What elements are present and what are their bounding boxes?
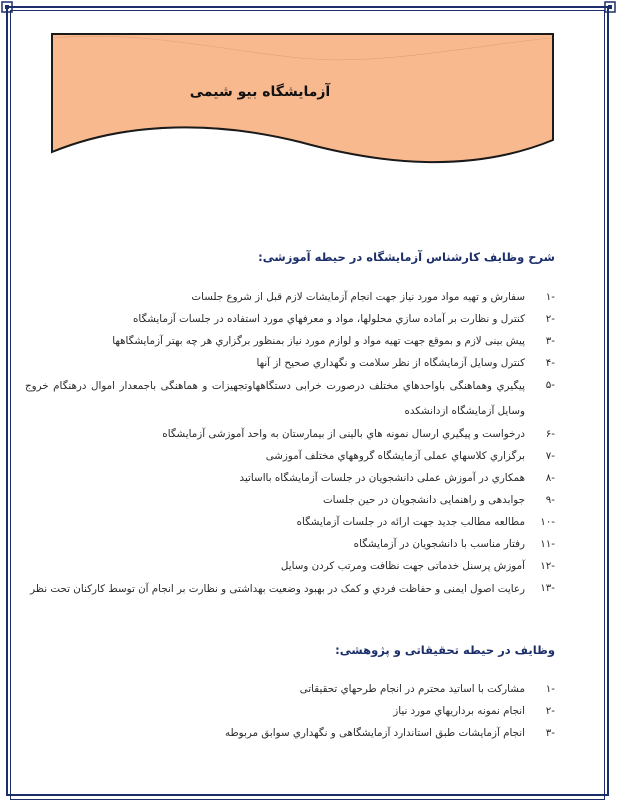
item-number: -۷ [545,450,555,462]
wave-banner-shape [50,32,555,172]
item-number: -۳ [545,335,555,347]
list-item [55,494,555,508]
list-item [55,516,555,530]
item-text: پیگیري وهماهنگی باواحدهاي مختلف درصورت خرابی دستگاههاوتجهیزات و هماهنگی باجمعدار اموال درهنگام خروج وسایل آزمایشگاه ازدانشکده [25,380,525,417]
item-number: -۱۱ [540,538,555,550]
item-number: -۱۰ [540,516,555,528]
list-item [55,560,555,574]
item-number: -۱ [545,683,555,695]
list-item [55,450,555,464]
item-number: -۶ [545,428,555,440]
list-item [25,379,555,429]
item-text: همکاري در آموزش عملی دانشجویان در جلسات آزمایشگاه بااساتید [239,472,525,484]
item-number: -۹ [545,494,555,506]
item-text: سفارش و تهیه مواد مورد نیاز جهت انجام آزمایشات لازم قبل از شروع جلسات [191,291,525,303]
list-item [55,538,555,552]
item-number: -۸ [545,472,555,484]
list-item [55,357,555,371]
corner-ornament-icon [1,1,13,13]
list-item [55,291,555,305]
list-item [25,582,555,632]
list-item [55,313,555,327]
corner-ornament-icon [604,1,616,13]
item-text: کنترل و نظارت بر آماده سازي محلولها، مواد و معرفهاي مورد استفاده در جلسات آزمایشگاه [133,313,525,325]
item-number: -۱۲ [540,560,555,572]
item-text: مطالعه مطالب جدید جهت ارائه در جلسات آزمایشگاه [296,516,525,528]
item-text: انجام آزمایشات طبق استاندارد آزمایشگاهی و نگهداري سوابق مربوطه [224,727,525,739]
item-text: کنترل وسایل آزمایشگاه از نظر سلامت و نگهداري صحیح از آنها [256,357,525,369]
list-item [55,335,555,349]
item-number: -۴ [545,357,555,369]
item-number: -۲ [545,705,555,717]
item-text: پیش بینی لازم و بموقع جهت تهیه مواد و لوازم مورد نیاز بمنظور برگزاري هر چه بهتر آزمایشگاهها [112,335,525,347]
item-number: -۱ [545,291,555,303]
item-text: برگزاري کلاسهاي عملی آزمایشگاه گروههاي مختلف آموزشی [265,450,525,462]
list-item [55,472,555,486]
list-item [55,683,555,697]
list-item [55,727,555,741]
item-text: انجام نمونه برداریهاي مورد نیاز [393,705,525,717]
item-number: -۳ [545,727,555,739]
item-number: -۱۳ [540,582,555,594]
item-text: جوابدهی و راهنمایی دانشجویان در حین جلسات [322,494,525,506]
item-number: -۲ [545,313,555,325]
item-text: مشارکت با اساتید محترم در انجام طرحهاي تحقیقاتی [299,683,525,695]
item-text: آموزش پرسنل خدماتی جهت نظافت ومرتب کردن وسایل [280,560,525,572]
item-number: -۵ [545,379,555,391]
item-text: رعایت اصول ایمنی و حفاظت فردي و کمک در بهبود وضعیت بهداشتی و نظارت بر انجام آن توسط کارکنان تحت نظر [30,583,525,595]
banner-title: آزمایشگاه بیو شیمی [189,84,331,100]
section1-heading: شرح وظایف کارشناس آزمایشگاه در حیطه آموزشی: [258,250,555,264]
title-banner [50,32,555,172]
item-text: درخواست و پیگیري ارسال نمونه هاي بالینی از بیمارستان به واحد آموزشی آزمایشگاه [162,428,525,440]
section2-heading: وظایف در حیطه تحقیقاتی و پژوهشی: [335,643,555,657]
item-text: رفتار مناسب با دانشجویان در آزمایشگاه [353,538,525,550]
list-item [55,705,555,719]
list-item [55,428,555,442]
